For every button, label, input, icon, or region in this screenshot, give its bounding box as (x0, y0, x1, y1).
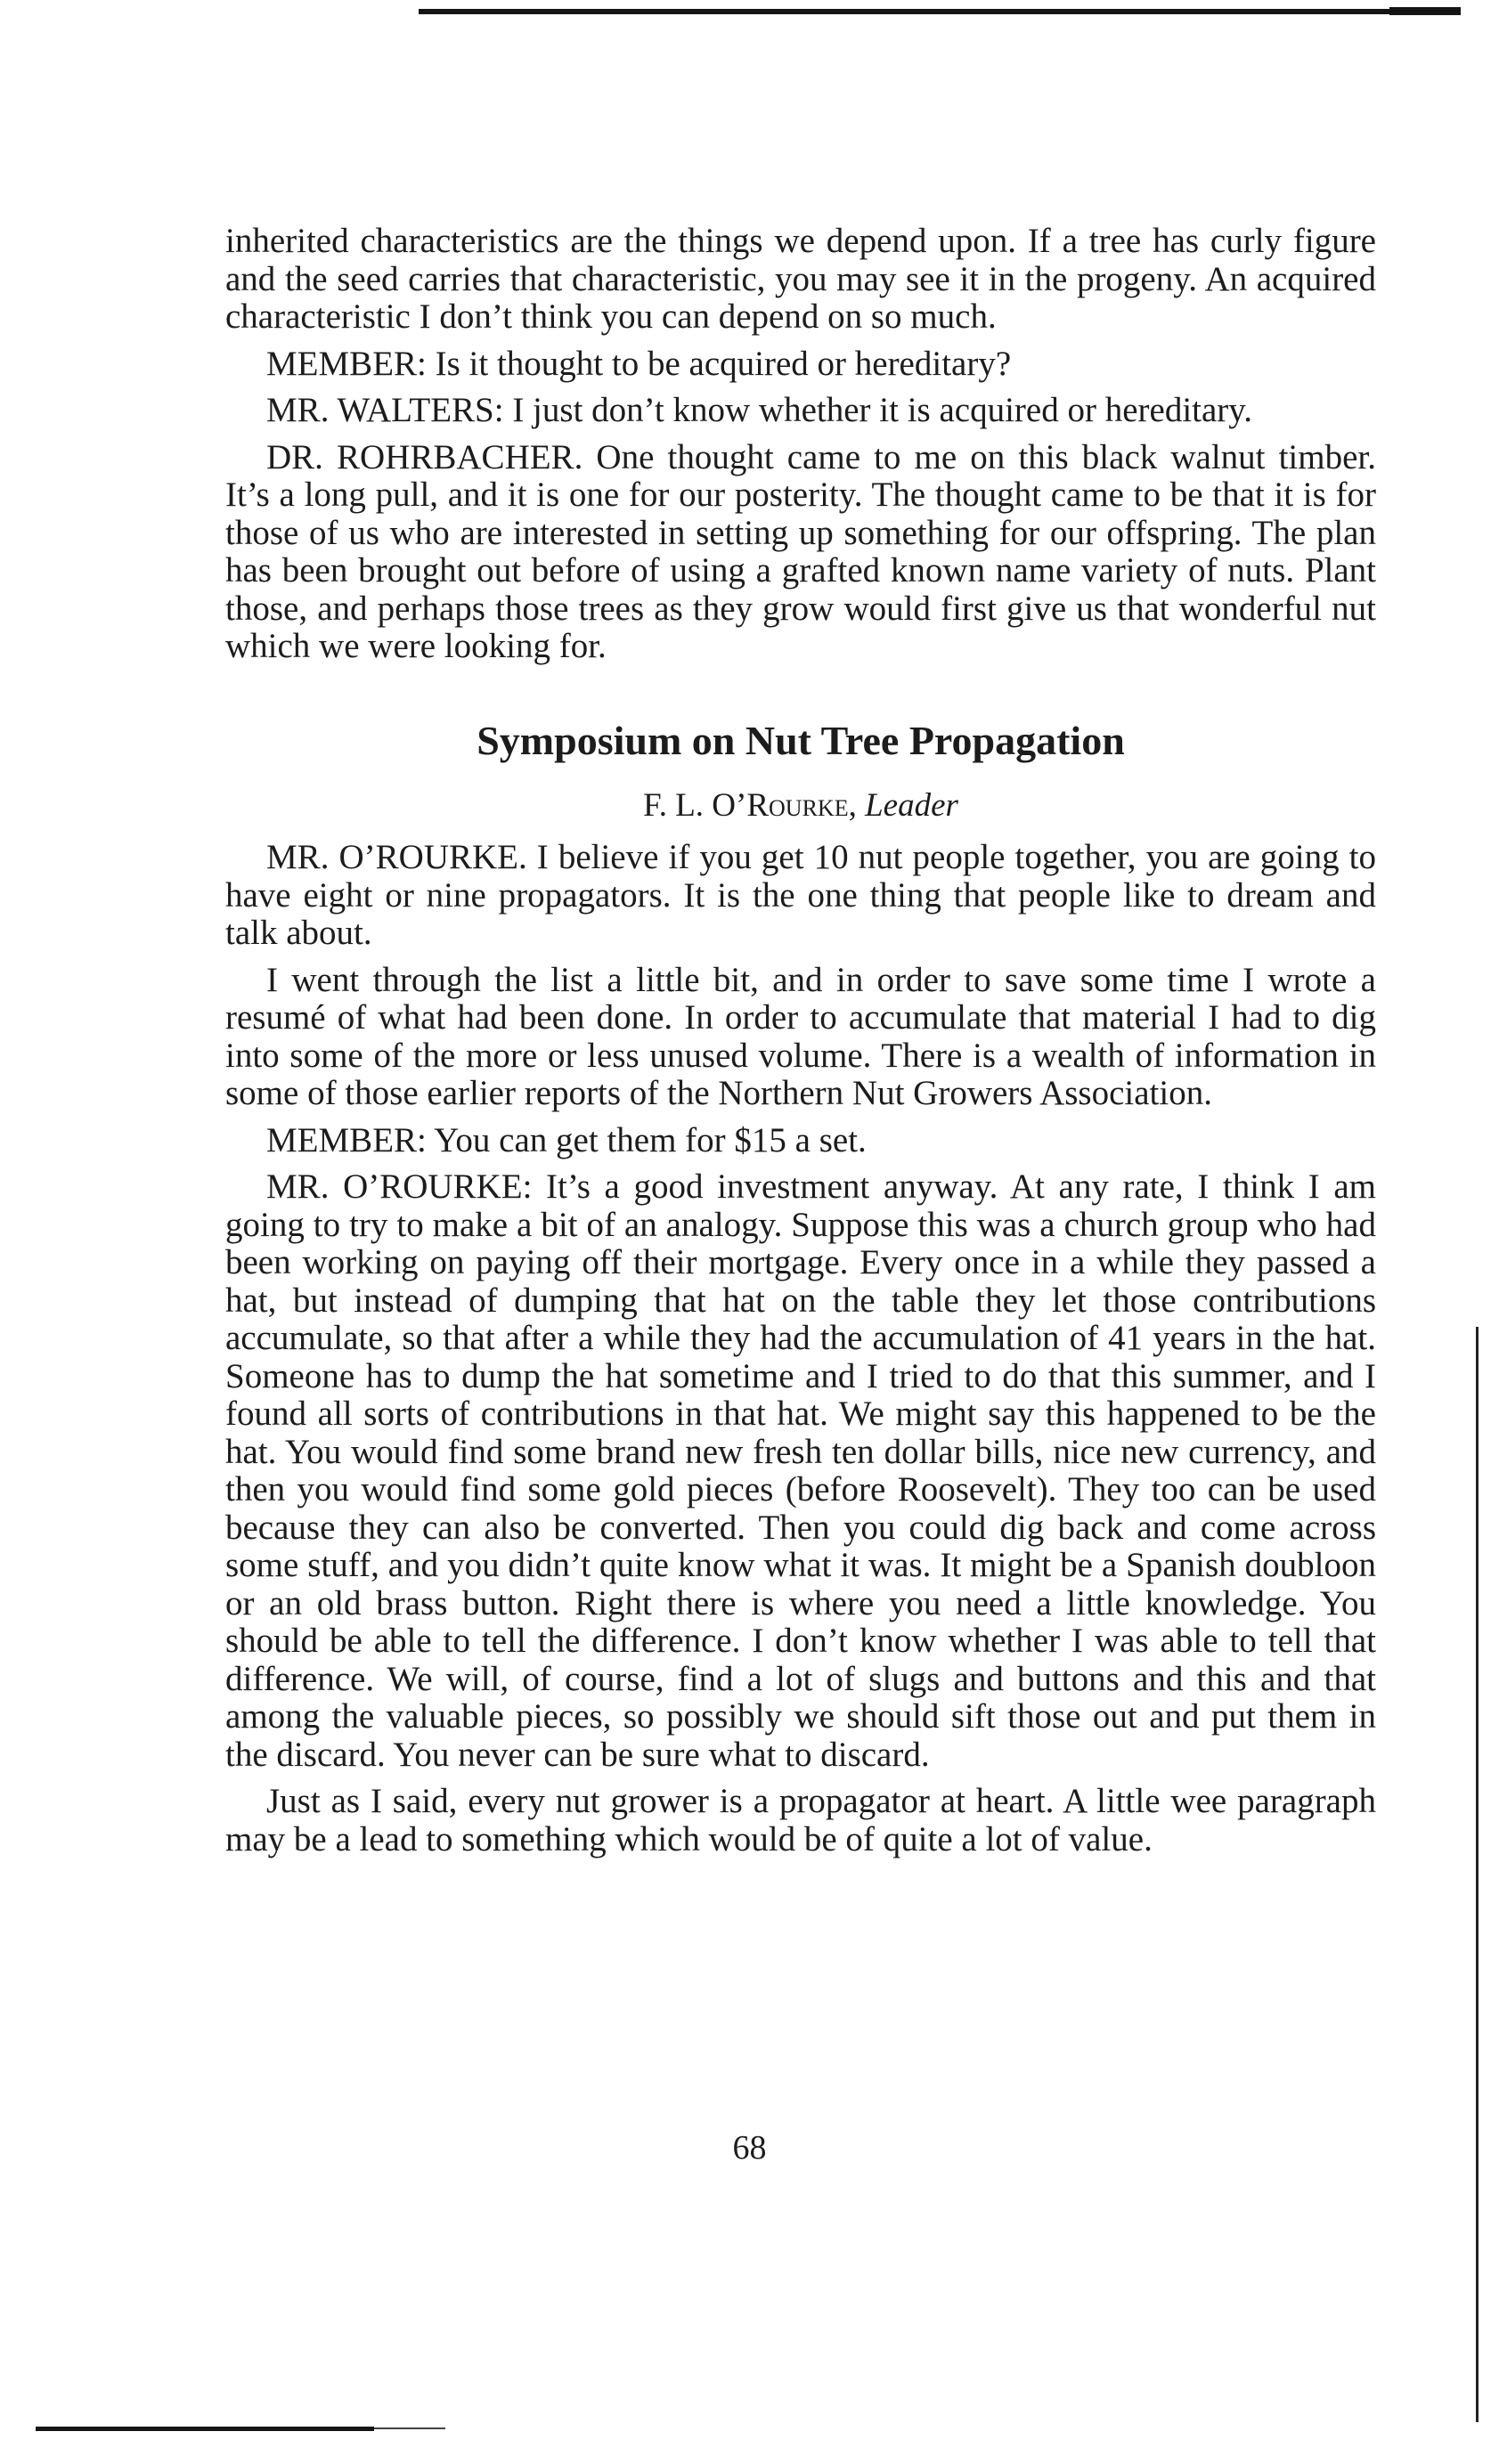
page-body (225, 223, 1376, 1867)
paragraph: DR. ROHRBACHER. One thought came to me on this black walnut timber. It’s a long pull, and it is one for our posterity. The thought came to be that it is for those of us who are interested in setting up something for our offspring. The plan has been brought out before of using a grafted known name variety of nuts. Plant those, and perhaps those trees as they grow would first give us that wonderful nut which we were looking for. (225, 437, 1376, 665)
paragraph: MR. O’ROURKE: It’s a good investment anyway. At any rate, I think I am going to try to make a bit of an analogy. Suppose this was a church group who had been working on paying off their mortgage. Every once in a while they passed a hat, but instead of dumping that hat on the table they let those contributions accumulate, so that after a while they had the accumulation of 41 years in the hat. Someone has to dump the hat sometime and I tried to do that this summer, and I found all sorts of contributions in that hat. We might say this happened to be the hat. You would find some brand new fresh ten dollar bills, nice new currency, and then you would find some gold pieces (before Roosevelt). They too can be used because they can also be converted. Then you could dig back and come across some stuff, and you didn’t quite know what it was. It might be a Spanish doubloon or an old brass button. Right there is where you need a little knowledge. You should be able to tell the difference. I don’t know whether I was able to tell that difference. We will, of course, find a lot of slugs and buttons and this and that among the valuable pieces, so possibly we should sift those out and put them in the discard. You never can be sure what to discard. (225, 1167, 1376, 1774)
paragraph: I went through the list a little bit, and in order to save some time I wrote a resumé of what had been done. In order to accumulate that material I had to dig into some of the more or less unused volume. There is a wealth of information in some of those earlier reports of the Northern Nut Growers Association. (225, 960, 1376, 1112)
paragraph: Just as I said, every nut grower is a propagator at heart. A little wee paragraph may be a lead to something which would be of quite a lot of value. (225, 1782, 1376, 1858)
bottom-rule (36, 2427, 374, 2431)
paragraph: inherited characteristics are the things we depend upon. If a tree has curly figure and the seed carries that characteristic, you may see it in the progeny. An acquired characteristic I don’t think you can depend on so much. (225, 222, 1376, 336)
paragraph: MEMBER: You can get them for $15 a set. (266, 1120, 867, 1159)
margin-mark (1476, 1327, 1479, 2422)
paragraph: MEMBER: Is it thought to be acquired or hereditary? (266, 344, 1012, 383)
bottom-rule-tail (374, 2427, 445, 2429)
byline-initials: F. L. (643, 786, 713, 824)
section-heading: Symposium on Nut Tree Propagation (477, 717, 1125, 763)
section-byline (225, 787, 1376, 825)
top-rule-end (1389, 7, 1461, 15)
byline-role: Leader (865, 786, 958, 824)
top-rule (419, 9, 1456, 14)
paragraph: MR. O’ROURKE. I believe if you get 10 nut people together, you are going to have eight or nine propagators. It is the one thing that people like to dream and talk about. (225, 838, 1376, 952)
paragraph: MR. WALTERS: I just don’t know whether it is acquired or hereditary. (266, 391, 1253, 429)
page-number: 68 (732, 2129, 767, 2167)
byline-name: O’Rourke, (712, 786, 857, 824)
